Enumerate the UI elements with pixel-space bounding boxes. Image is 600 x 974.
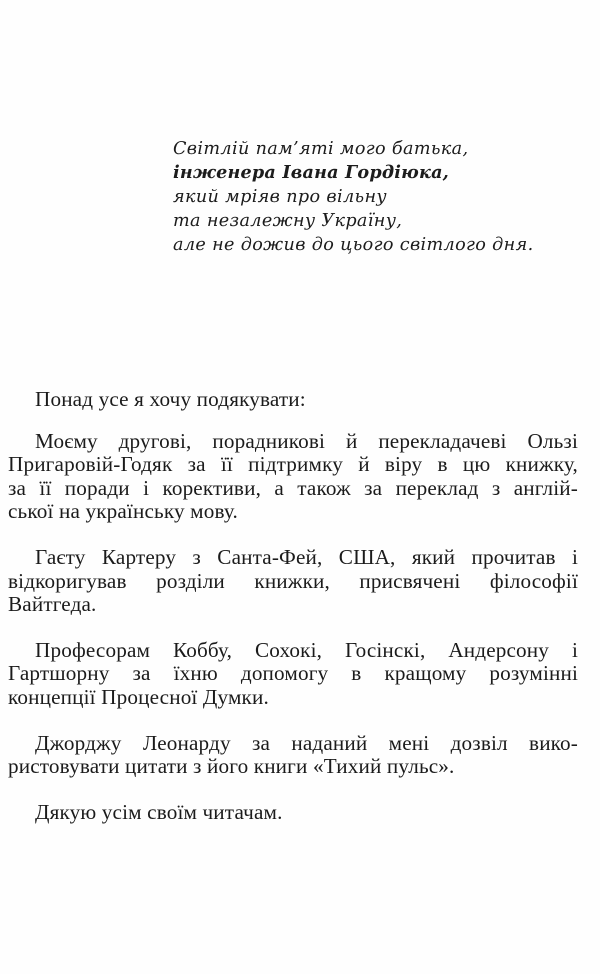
paragraph-line: Вайтгеда. <box>8 592 97 617</box>
acknowledgements-intro: Понад усе я хочу подякувати: <box>35 387 306 411</box>
acknowledgements-closing: Дякую усім своїм читачам. <box>35 799 283 824</box>
paragraph-line: Гаєту Картеру з Санта-Фей, США, який прочитав і <box>35 544 578 569</box>
dedication-line: та незалежну Україну, <box>173 211 403 231</box>
acknowledgement-paragraph-reviewer <box>8 546 578 617</box>
dedication-line: Світлій пам’яті мого батька, <box>173 139 469 159</box>
paragraph-line: Пригаровій-Годяк за її підтримку й віру в цю книжку, <box>8 452 578 477</box>
paragraph-line: Гартшорну за їхню допомогу в кращому розумінні <box>8 661 578 686</box>
acknowledgement-paragraph-translator <box>8 430 578 524</box>
paragraph-line: Професорам Коббу, Сохокі, Госінскі, Андерсону і <box>35 637 578 662</box>
acknowledgements <box>8 388 578 846</box>
dedication-line-name: інженера Івана Гордіюка, <box>173 162 450 183</box>
acknowledgement-paragraph-professors <box>8 639 578 710</box>
paragraph-line: Джорджу Леонарду за наданий мені дозвіл вико- <box>35 730 578 755</box>
dedication-line: але не дожив до цього світлого дня. <box>173 235 534 255</box>
paragraph-line: відкоригував розділи книжки, присвячені філософії <box>8 568 578 593</box>
paragraph-line: за її поради і корективи, а також за переклад з англій- <box>8 475 578 500</box>
paragraph-line: Моєму другові, порадникові й перекладачеві Ользі <box>35 428 578 453</box>
acknowledgement-paragraph-quotes <box>8 732 578 779</box>
paragraph-line: ської на українську мову. <box>8 499 238 524</box>
paragraph-line: ристовувати цитати з його книги «Тихий пульс». <box>8 754 455 779</box>
dedication-line: який мріяв про вільну <box>173 187 387 207</box>
paragraph-line: концепції Процесної Думки. <box>8 684 269 709</box>
dedication <box>173 137 593 257</box>
